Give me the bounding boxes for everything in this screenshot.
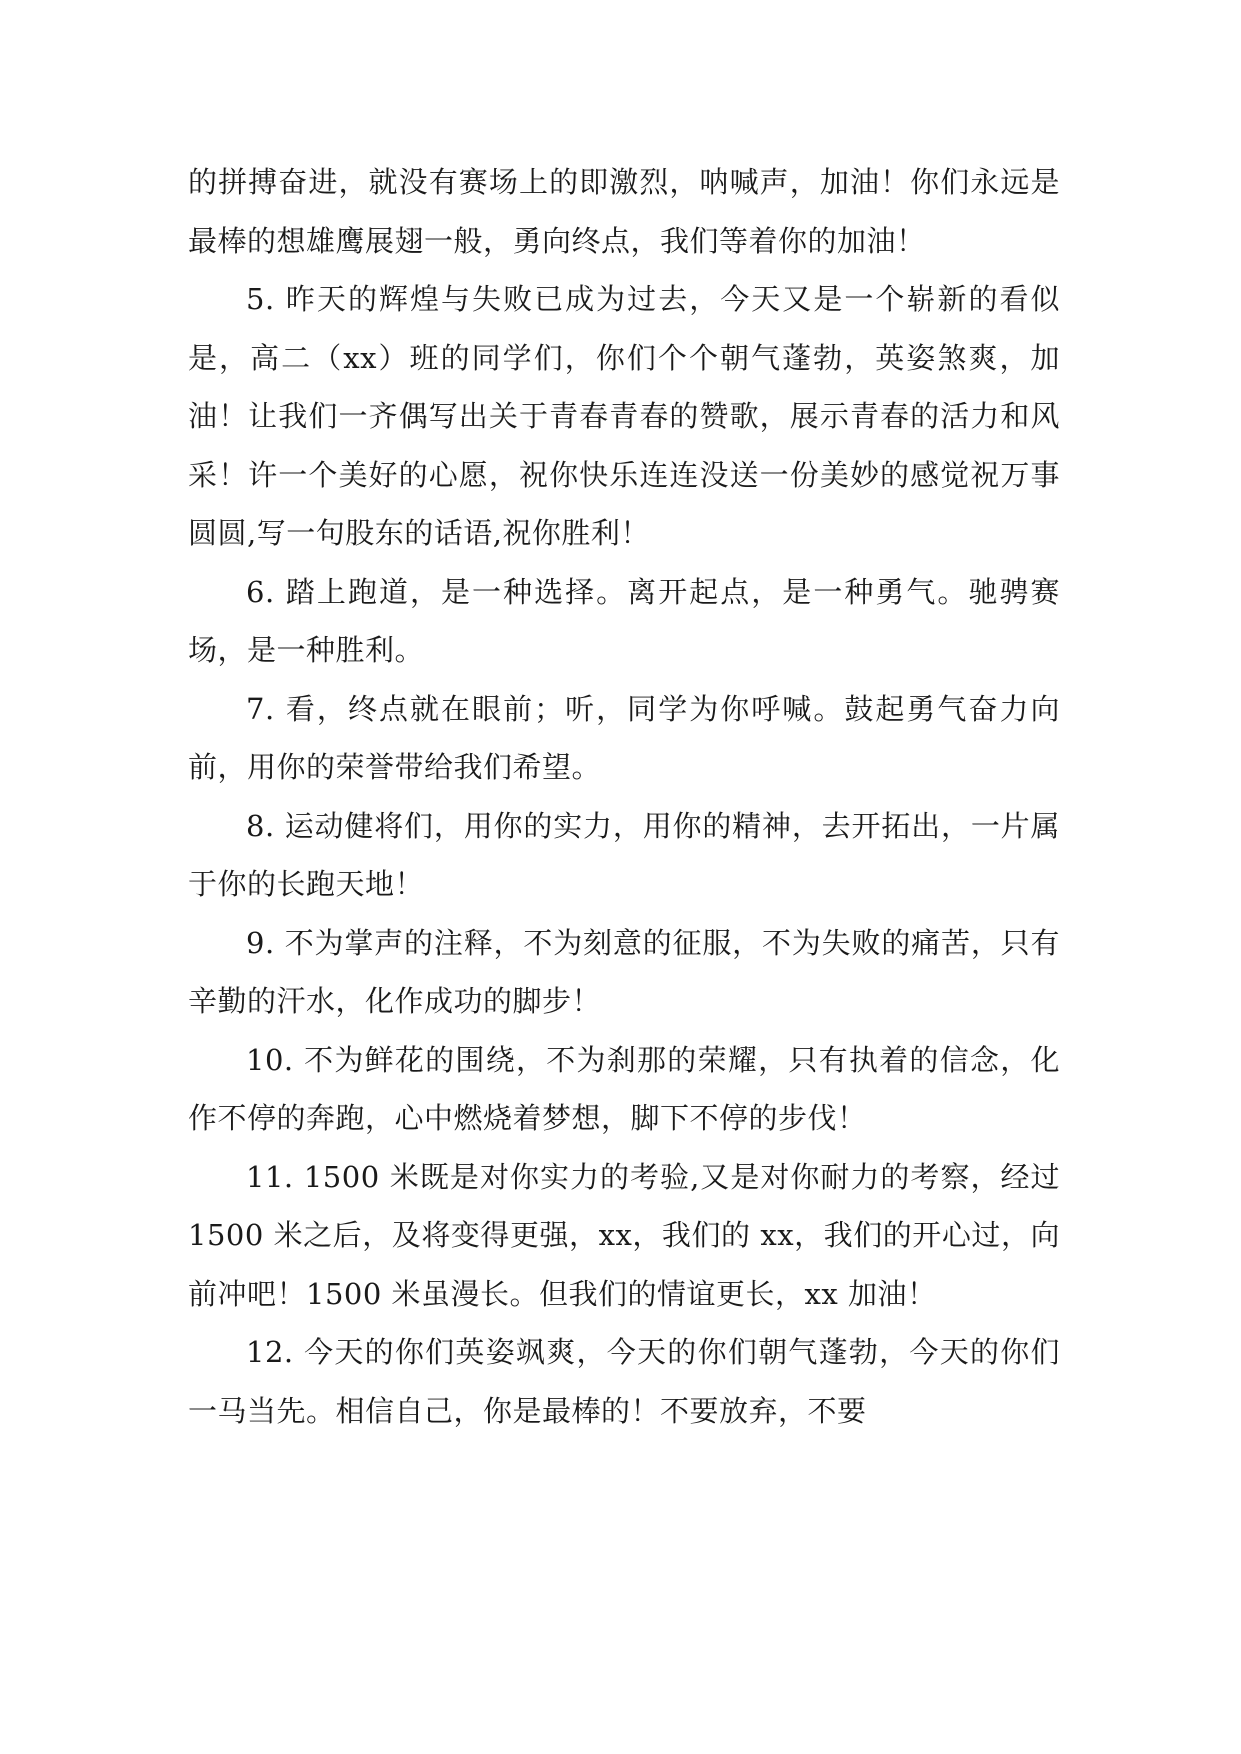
document-body [188,153,1060,1440]
paragraph-item-7: 7. 看，终点就在眼前；听，同学为你呼喊。鼓起勇气奋力向前，用你的荣誉带给我们希望。 [188,691,1060,784]
paragraph-item-10: 10. 不为鲜花的围绕，不为刹那的荣耀，只有执着的信念，化作不停的奔跑，心中燃烧着梦想，脚下不停的步伐！ [188,1042,1060,1135]
paragraph-item-12: 12. 今天的你们英姿飒爽，今天的你们朝气蓬勃，今天的你们一马当先。相信自己，你是最棒的！不要放弃，不要 [188,1335,1060,1428]
paragraph-item-8: 8. 运动健将们，用你的实力，用你的精神，去开拓出，一片属于你的长跑天地！ [188,808,1060,901]
paragraph-item-6: 6. 踏上跑道，是一种选择。离开起点，是一种勇气。驰骋赛场，是一种胜利。 [188,574,1060,667]
paragraph-item-11: 11. 1500 米既是对你实力的考验,又是对你耐力的考察，经过 1500 米之后，及将变得更强，xx，我们的 xx，我们的开心过，向前冲吧！1500 米虽漫长。但我们的情谊更长，xx 加油！ [188,1159,1060,1311]
paragraph-item-9: 9. 不为掌声的注释，不为刻意的征服，不为失败的痛苦，只有辛勤的汗水，化作成功的脚步！ [188,925,1060,1018]
paragraph-item-5: 5. 昨天的辉煌与失败已成为过去，今天又是一个崭新的看似是，高二（xx）班的同学们，你们个个朝气蓬勃，英姿煞爽，加油！让我们一齐偶写出关于青春青春的赞歌，展示青春的活力和风采！许一个美好的心愿，祝你快乐连连没送一份美妙的感觉祝万事圆圆,写一句股东的话语,祝你胜利！ [188,282,1060,550]
paragraph-continuation: 的拼搏奋进，就没有赛场上的即激烈，呐喊声，加油！你们永远是最棒的想雄鹰展翅一般，勇向终点，我们等着你的加油！ [188,165,1060,258]
